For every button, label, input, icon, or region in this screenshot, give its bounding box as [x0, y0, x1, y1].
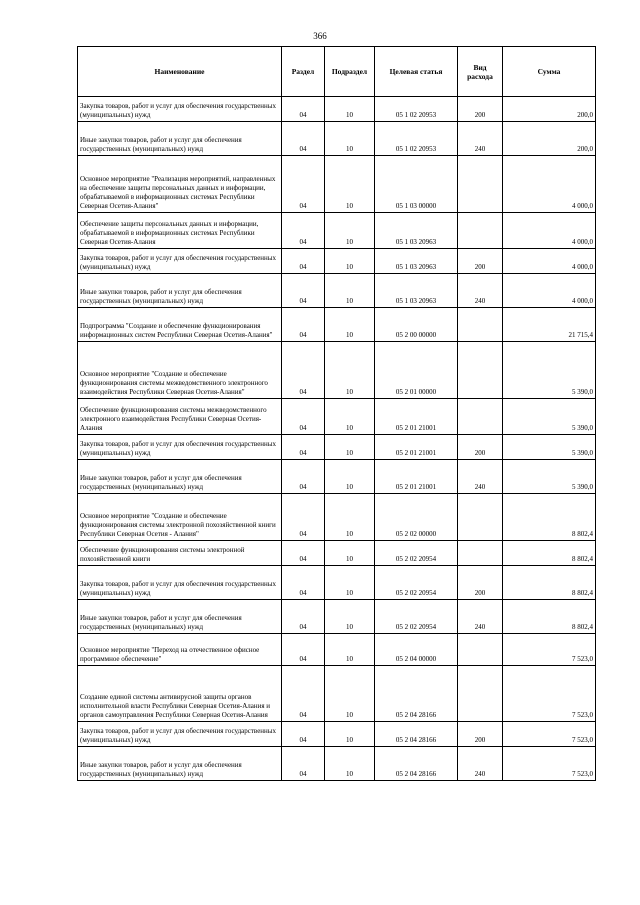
header-target: Целевая статья [375, 47, 458, 97]
cell-vid [458, 494, 503, 541]
cell-target: 05 2 02 00000 [375, 494, 458, 541]
cell-vid [458, 342, 503, 399]
cell-podrazdel: 10 [325, 249, 375, 274]
cell-vid: 240 [458, 122, 503, 156]
cell-razdel: 04 [282, 399, 325, 435]
table-row [78, 747, 596, 781]
cell-vid: 200 [458, 435, 503, 460]
cell-name: Закупка товаров, работ и услуг для обеспечения государственных (муниципальных) нужд [78, 97, 282, 122]
cell-name: Основное мероприятие "Переход на отечественное офисное программное обеспечение" [78, 634, 282, 666]
cell-razdel: 04 [282, 722, 325, 747]
table-row [78, 666, 596, 722]
table-row [78, 494, 596, 541]
cell-name: Основное мероприятие "Создание и обеспечение функционирования системы электронной похозяйственной книги Республики Северная Осетия - Алания" [78, 494, 282, 541]
cell-name: Закупка товаров, работ и услуг для обеспечения государственных (муниципальных) нужд [78, 249, 282, 274]
cell-podrazdel: 10 [325, 122, 375, 156]
table-row [78, 460, 596, 494]
cell-podrazdel: 10 [325, 213, 375, 249]
cell-razdel: 04 [282, 213, 325, 249]
cell-razdel: 04 [282, 541, 325, 566]
cell-name: Обеспечение функционирования системы межведомственного электронного взаимодействия Республики Северная Осетия-Алания [78, 399, 282, 435]
cell-razdel: 04 [282, 156, 325, 213]
cell-target: 05 1 02 20953 [375, 122, 458, 156]
header-razdel: Раздел [282, 47, 325, 97]
cell-target: 05 2 02 20954 [375, 600, 458, 634]
table-row [78, 249, 596, 274]
cell-razdel: 04 [282, 274, 325, 308]
cell-razdel: 04 [282, 566, 325, 600]
cell-name: Подпрограмма "Создание и обеспечение функционирования информационных систем Республики Северная Осетия-Алания" [78, 308, 282, 342]
page-number: 366 [313, 31, 327, 41]
cell-sum: 5 390,0 [503, 435, 596, 460]
cell-sum: 5 390,0 [503, 342, 596, 399]
cell-vid: 240 [458, 460, 503, 494]
cell-name: Обеспечение функционирования системы электронной похозяйственной книги [78, 541, 282, 566]
cell-podrazdel: 10 [325, 747, 375, 781]
cell-razdel: 04 [282, 122, 325, 156]
cell-target: 05 2 04 28166 [375, 747, 458, 781]
cell-target: 05 2 01 21001 [375, 460, 458, 494]
header-vid: Вид расхода [458, 47, 503, 97]
cell-razdel: 04 [282, 249, 325, 274]
cell-vid [458, 666, 503, 722]
cell-name: Закупка товаров, работ и услуг для обеспечения государственных (муниципальных) нужд [78, 435, 282, 460]
cell-target: 05 2 01 21001 [375, 435, 458, 460]
table-row [78, 342, 596, 399]
cell-target: 05 2 04 00000 [375, 634, 458, 666]
cell-razdel: 04 [282, 308, 325, 342]
cell-podrazdel: 10 [325, 634, 375, 666]
cell-sum: 5 390,0 [503, 460, 596, 494]
header-podrazdel: Подраздел [325, 47, 375, 97]
cell-razdel: 04 [282, 342, 325, 399]
header-sum: Сумма [503, 47, 596, 97]
cell-sum: 4 000,0 [503, 274, 596, 308]
cell-sum: 4 000,0 [503, 249, 596, 274]
cell-sum: 5 390,0 [503, 399, 596, 435]
cell-vid: 200 [458, 722, 503, 747]
cell-target: 05 2 01 21001 [375, 399, 458, 435]
cell-razdel: 04 [282, 634, 325, 666]
cell-target: 05 1 03 20963 [375, 274, 458, 308]
cell-vid [458, 399, 503, 435]
cell-vid: 240 [458, 747, 503, 781]
cell-target: 05 1 03 00000 [375, 156, 458, 213]
cell-name: Основное мероприятие "Создание и обеспечение функционирования системы межведомственного электронного взаимодействия Республики Северная Осетия-Алания" [78, 342, 282, 399]
cell-razdel: 04 [282, 97, 325, 122]
cell-podrazdel: 10 [325, 600, 375, 634]
table-row [78, 274, 596, 308]
cell-name: Иные закупки товаров, работ и услуг для обеспечения государственных (муниципальных) нужд [78, 460, 282, 494]
table-row [78, 213, 596, 249]
table-row [78, 308, 596, 342]
table-row [78, 435, 596, 460]
cell-vid [458, 541, 503, 566]
cell-podrazdel: 10 [325, 566, 375, 600]
cell-sum: 4 000,0 [503, 156, 596, 213]
cell-podrazdel: 10 [325, 722, 375, 747]
cell-target: 05 2 02 20954 [375, 566, 458, 600]
cell-vid: 200 [458, 97, 503, 122]
cell-podrazdel: 10 [325, 308, 375, 342]
cell-name: Иные закупки товаров, работ и услуг для обеспечения государственных (муниципальных) нужд [78, 747, 282, 781]
table-row [78, 541, 596, 566]
cell-razdel: 04 [282, 460, 325, 494]
cell-podrazdel: 10 [325, 666, 375, 722]
table-row [78, 634, 596, 666]
cell-podrazdel: 10 [325, 460, 375, 494]
cell-target: 05 2 04 28166 [375, 666, 458, 722]
cell-target: 05 1 03 20963 [375, 213, 458, 249]
cell-sum: 7 523,0 [503, 722, 596, 747]
cell-sum: 8 802,4 [503, 494, 596, 541]
cell-sum: 8 802,4 [503, 541, 596, 566]
table-row [78, 399, 596, 435]
cell-target: 05 2 04 28166 [375, 722, 458, 747]
cell-name: Иные закупки товаров, работ и услуг для обеспечения государственных (муниципальных) нужд [78, 274, 282, 308]
cell-vid: 240 [458, 274, 503, 308]
cell-target: 05 2 02 20954 [375, 541, 458, 566]
budget-table [77, 46, 596, 781]
table-row [78, 722, 596, 747]
table-row [78, 566, 596, 600]
cell-podrazdel: 10 [325, 342, 375, 399]
cell-podrazdel: 10 [325, 541, 375, 566]
cell-name: Создание единой системы антивирусной защиты органов исполнительной власти Республики Северная Осетия-Алания и органов самоуправления Республики Северная Осетия-Алания [78, 666, 282, 722]
cell-podrazdel: 10 [325, 399, 375, 435]
cell-target: 05 1 02 20953 [375, 97, 458, 122]
cell-target: 05 1 03 20963 [375, 249, 458, 274]
cell-podrazdel: 10 [325, 156, 375, 213]
table-row [78, 156, 596, 213]
header-name: Наименование [78, 47, 282, 97]
cell-vid: 200 [458, 566, 503, 600]
cell-podrazdel: 10 [325, 435, 375, 460]
cell-name: Обеспечение защиты персональных данных и информации, обрабатываемой в информационных системах Республики Северная Осетия-Алания [78, 213, 282, 249]
table-row [78, 122, 596, 156]
cell-vid [458, 156, 503, 213]
cell-name: Иные закупки товаров, работ и услуг для обеспечения государственных (муниципальных) нужд [78, 600, 282, 634]
cell-sum: 7 523,0 [503, 747, 596, 781]
cell-name: Закупка товаров, работ и услуг для обеспечения государственных (муниципальных) нужд [78, 722, 282, 747]
cell-sum: 4 000,0 [503, 213, 596, 249]
cell-sum: 8 802,4 [503, 600, 596, 634]
cell-vid: 200 [458, 249, 503, 274]
cell-razdel: 04 [282, 666, 325, 722]
cell-target: 05 2 01 00000 [375, 342, 458, 399]
cell-vid [458, 308, 503, 342]
cell-name: Закупка товаров, работ и услуг для обеспечения государственных (муниципальных) нужд [78, 566, 282, 600]
cell-podrazdel: 10 [325, 97, 375, 122]
cell-target: 05 2 00 00000 [375, 308, 458, 342]
cell-razdel: 04 [282, 494, 325, 541]
table-header-row [78, 47, 596, 97]
cell-name: Основное мероприятие "Реализация мероприятий, направленных на обеспечение защиты персональных данных и информации, обрабатываемой в информационных системах Республики Северная Осетия-Алания" [78, 156, 282, 213]
cell-sum: 21 715,4 [503, 308, 596, 342]
cell-name: Иные закупки товаров, работ и услуг для обеспечения государственных (муниципальных) нужд [78, 122, 282, 156]
cell-vid [458, 634, 503, 666]
table-row [78, 97, 596, 122]
cell-sum: 200,0 [503, 122, 596, 156]
cell-vid: 240 [458, 600, 503, 634]
table-row [78, 600, 596, 634]
cell-vid [458, 213, 503, 249]
cell-sum: 7 523,0 [503, 666, 596, 722]
cell-razdel: 04 [282, 435, 325, 460]
cell-sum: 200,0 [503, 97, 596, 122]
cell-razdel: 04 [282, 747, 325, 781]
cell-sum: 8 802,4 [503, 566, 596, 600]
cell-sum: 7 523,0 [503, 634, 596, 666]
cell-podrazdel: 10 [325, 274, 375, 308]
cell-podrazdel: 10 [325, 494, 375, 541]
cell-razdel: 04 [282, 600, 325, 634]
